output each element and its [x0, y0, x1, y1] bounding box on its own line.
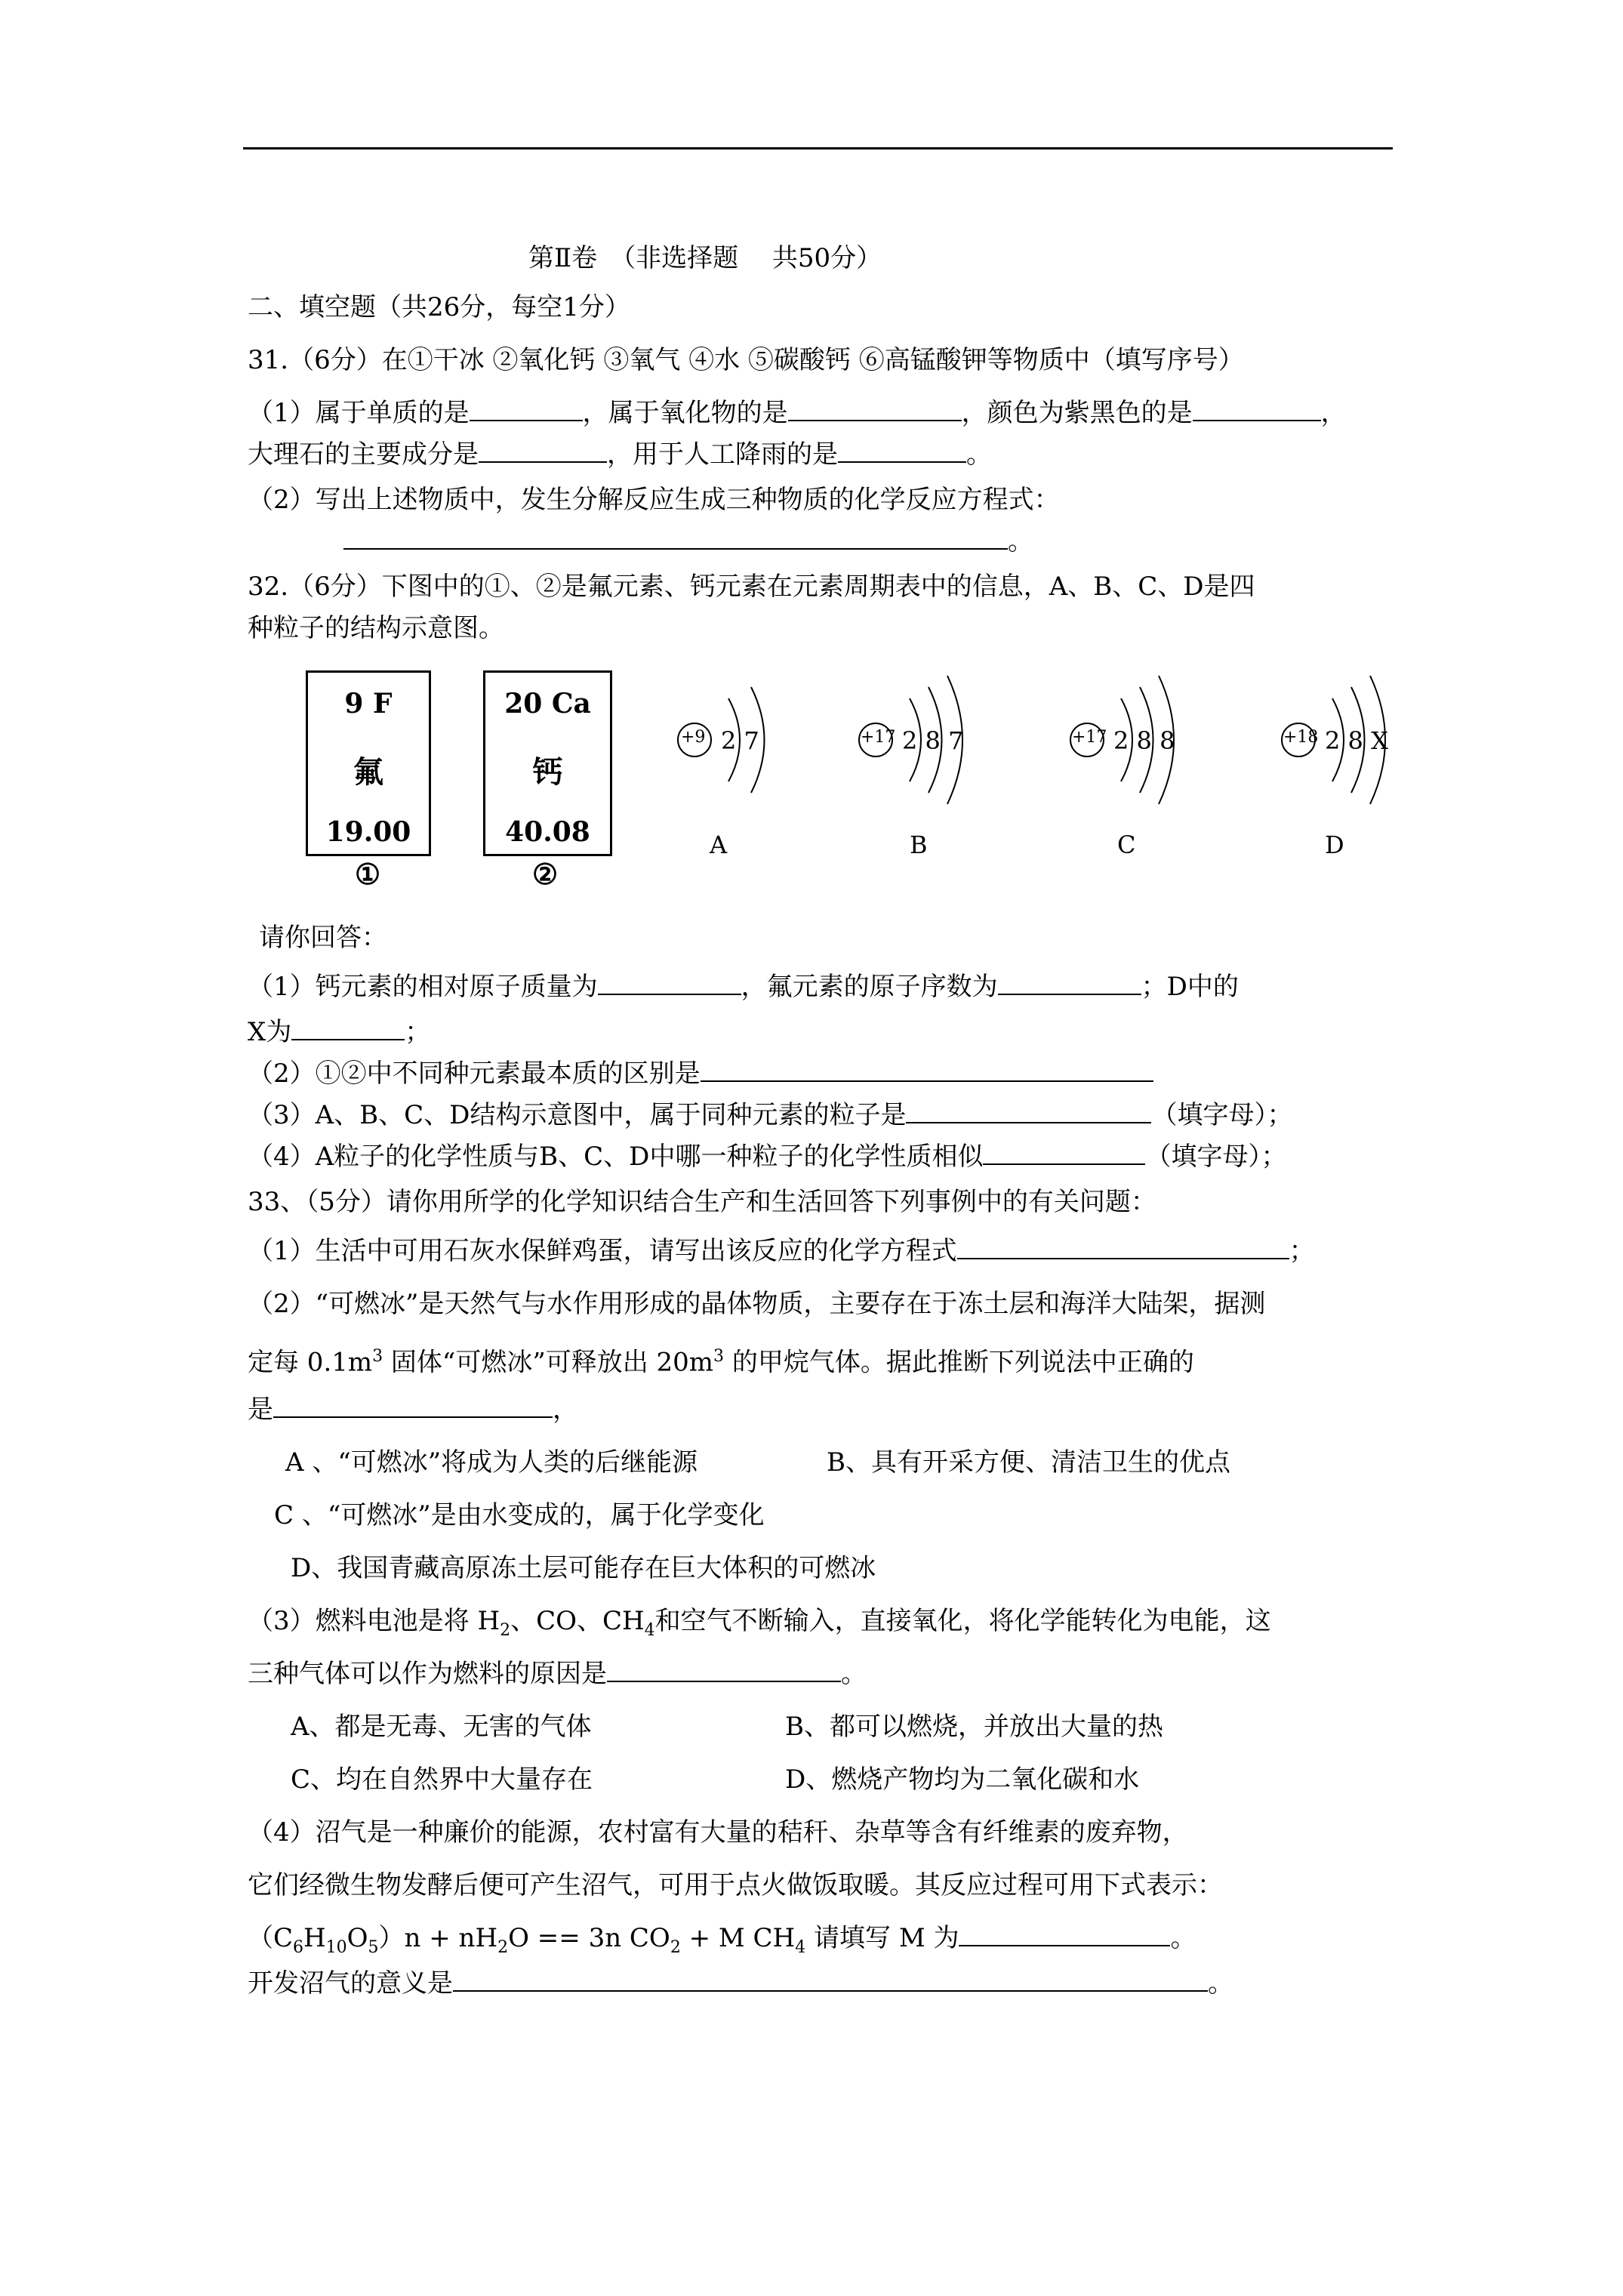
q31-part1-line1: （1）属于单质的是 ，属于氧化物的是 ，颜色为紫黑色的是 ， [248, 398, 1347, 428]
option-a: A 、“可燃冰”将成为人类的后继能源 [285, 1447, 698, 1478]
answer-blank[interactable] [273, 1394, 553, 1418]
nucleus-charge: +18 [1283, 728, 1319, 747]
option-b: B、具有开采方便、清洁卫生的优点 [827, 1447, 1230, 1478]
q33-part4-line1: （4）沼气是一种廉价的能源，农村富有大量的秸秆、杂草等含有纤维素的废弃物， [248, 1817, 1188, 1848]
q33-part3-line1: （3）燃料电池是将 $H_2$、CO、$CH_4$和空气不断输入，直接氧化，将化学能转化为电能，这 [248, 1606, 1271, 1640]
element-label: ② [532, 857, 559, 891]
section-title: 第Ⅱ卷 （非选择题 共50分） [528, 243, 882, 273]
element-name: 氟 [353, 754, 383, 790]
answer-blank[interactable] [607, 1658, 841, 1682]
answer-blank[interactable] [598, 971, 741, 995]
element-label: ① [355, 857, 381, 891]
q32-part1-line2: X为 ； [248, 1017, 431, 1047]
q33-part3-line2: 三种气体可以作为燃料的原因是 。 [248, 1659, 867, 1689]
nucleus-charge: +17 [861, 728, 896, 747]
answer-blank[interactable] [701, 1058, 1153, 1082]
q31-stem: 31.（6分）在①干冰 ②氧化钙 ③氧气 ④水 ⑤碳酸钙 ⑥高锰酸钾等物质中（填写序号） [248, 345, 1244, 375]
element-number-symbol: 20 Ca [504, 688, 591, 720]
answer-blank[interactable] [453, 1968, 1208, 1992]
electron-shells: 2 7 [721, 726, 759, 755]
q33-part2-line2: 定每 $0.1m^3$ 固体“可燃冰”可释放出 $20m^3$ 的甲烷气体。据此推断下列说法中正确的 [248, 1347, 1194, 1378]
q32-part2: （2）①②中不同种元素最本质的区别是 [248, 1057, 1153, 1090]
answer-blank[interactable] [906, 1099, 1151, 1123]
nucleus-charge: +9 [681, 728, 706, 747]
part2-heading: 二、填空题（共26分，每空1分） [248, 292, 630, 322]
q32-part4: （4）A粒子的化学性质与B、C、D中哪一种粒子的化学性质相似 （填字母）； [248, 1142, 1287, 1172]
q33-part2-line1: （2）“可燃冰”是天然气与水作用形成的晶体物质，主要存在于冻土层和海洋大陆架，据测 [248, 1289, 1266, 1319]
q33-part2-line3: 是 ， [248, 1395, 578, 1425]
header-rule [243, 147, 1393, 149]
q32-stem-line1: 32.（6分）下图中的①、②是氟元素、钙元素在元素周期表中的信息，A、B、C、D是四 [248, 572, 1255, 602]
q32-prompt: 请你回答： [259, 923, 387, 953]
q33-stem: 33、（5分）请你用所学的化学知识结合生产和生活回答下列事例中的有关问题： [248, 1187, 1156, 1217]
electron-shells: 2 8 X [1325, 726, 1388, 755]
q33-part1: （1）生活中可用石灰水保鲜鸡蛋，请写出该反应的化学方程式 ； [248, 1236, 1315, 1266]
answer-blank[interactable] [343, 525, 1008, 550]
electron-shells: 2 8 8 [1113, 726, 1175, 755]
q32-part3: （3）A、B、C、D结构示意图中，属于同种元素的粒子是 （填字母）； [248, 1100, 1293, 1130]
atom-label: D [1325, 831, 1344, 859]
q31-part2-answer: 。 [343, 525, 1033, 558]
q33-part4-line2: 它们经微生物发酵后便可产生沼气，可用于点火做饭取暖。其反应过程可用下式表示： [248, 1870, 1223, 1900]
answer-blank[interactable] [983, 1141, 1145, 1165]
atom-structure-diagrams [649, 664, 1442, 868]
q32-part1-line1: （1）钙元素的相对原子质量为 ，氟元素的原子序数为 ；D中的 [248, 972, 1239, 1002]
answer-blank[interactable] [838, 439, 966, 463]
element-card-fluorine [306, 670, 431, 856]
answer-blank[interactable] [291, 1016, 405, 1040]
answer-blank[interactable] [998, 971, 1141, 995]
answer-blank[interactable] [1193, 397, 1321, 421]
element-number-symbol: 9 F [344, 688, 393, 720]
option-c: C 、“可燃冰”是由水变成的，属于化学变化 [274, 1500, 765, 1530]
element-mass: 19.00 [325, 816, 411, 848]
p3-option-b: B、都可以燃烧，并放出大量的热 [785, 1712, 1163, 1742]
element-name: 钙 [532, 754, 563, 790]
atom-label: A [710, 831, 728, 859]
atom-label: B [910, 831, 928, 859]
p3-option-d: D、燃烧产物均为二氧化碳和水 [785, 1764, 1140, 1795]
atom-label: C [1117, 831, 1136, 859]
element-mass: 40.08 [505, 816, 590, 848]
q31-part1-line2: 大理石的主要成分是 ，用于人工降雨的是 。 [248, 439, 992, 470]
element-card-calcium [483, 670, 612, 856]
electron-shells: 2 8 7 [902, 726, 964, 755]
q31-part2: （2）写出上述物质中，发生分解反应生成三种物质的化学反应方程式： [248, 485, 1060, 515]
answer-blank[interactable] [959, 1922, 1170, 1946]
q33-part4-equation: $(C_6H_{10}O_5)n + nH_2O == 3n$ $CO_2 + M$ $CH_4$ 请填写 M 为 。 [248, 1923, 1196, 1957]
option-d: D、我国青藏高原冻土层可能存在巨大体积的可燃冰 [291, 1553, 876, 1583]
answer-blank[interactable] [470, 397, 583, 421]
answer-blank[interactable] [788, 397, 962, 421]
nucleus-charge: +17 [1072, 728, 1107, 747]
p3-option-c: C、均在自然界中大量存在 [291, 1764, 593, 1795]
q33-part4-line4: 开发沼气的意义是 。 [248, 1968, 1233, 1999]
answer-blank[interactable] [957, 1235, 1289, 1259]
answer-blank[interactable] [479, 439, 607, 463]
p3-option-a: A、都是无毒、无害的气体 [291, 1712, 592, 1742]
q32-stem-line2: 种粒子的结构示意图。 [248, 613, 504, 643]
